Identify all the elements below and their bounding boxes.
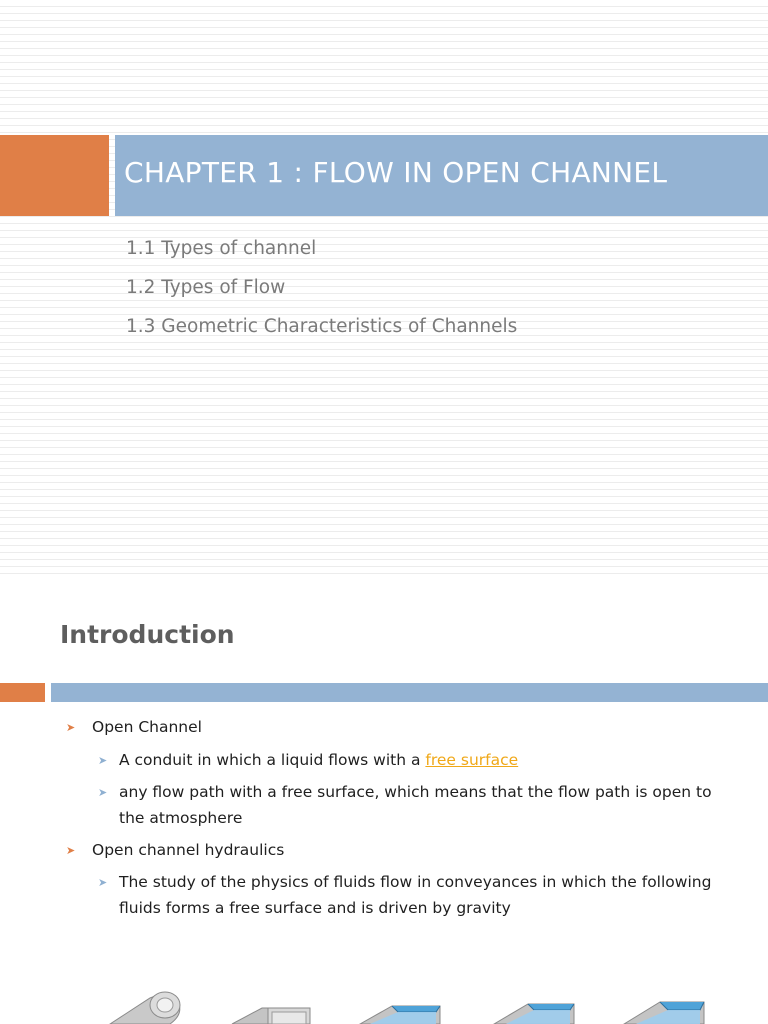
sub-bullet-item — [98, 779, 718, 831]
toc-item: 1.2 Types of Flow — [126, 277, 286, 298]
rectangular-channel-icon — [494, 1004, 574, 1024]
trapezoidal-channel-icon — [360, 1006, 440, 1024]
orange-arrow-bullet-icon: ➤ — [66, 844, 76, 857]
sub-bullet-text: The study of the physics of fluids flow in conveyances in which the following fluids forms a free surface and is driven by gravity — [119, 873, 712, 917]
free-surface-link[interactable]: free surface — [425, 751, 519, 769]
heading-accent-block — [0, 683, 45, 702]
introduction-slide — [0, 576, 768, 1024]
blue-arrow-bullet-icon: ➤ — [98, 876, 108, 889]
toc-item: 1.3 Geometric Characteristics of Channels — [126, 316, 518, 337]
bullet-label: Open channel hydraulics — [92, 841, 285, 859]
sub-bullet-text: any flow path with a free surface, which means that the flow path is open to the atmosphere — [119, 783, 712, 827]
bullet-label: Open Channel — [92, 718, 202, 736]
toc-item: 1.1 Types of channel — [126, 238, 317, 259]
chapter-title: CHAPTER 1 : FLOW IN OPEN CHANNEL — [124, 156, 668, 189]
sub-bullet-text: A conduit in which a liquid flows with a — [119, 751, 426, 769]
sub-bullet-item — [98, 869, 718, 921]
blue-arrow-bullet-icon: ➤ — [98, 754, 108, 767]
blue-arrow-bullet-icon: ➤ — [98, 786, 108, 799]
channel-illustrations — [0, 988, 768, 1024]
sub-bullet-item — [98, 747, 718, 773]
box-channel-icon — [232, 1008, 310, 1024]
triangular-channel-icon — [624, 1002, 704, 1024]
pipe-icon — [110, 992, 180, 1024]
orange-arrow-bullet-icon: ➤ — [66, 721, 76, 734]
title-accent-block — [0, 135, 109, 216]
heading-bar — [51, 683, 768, 702]
slide-heading: Introduction — [60, 620, 235, 649]
